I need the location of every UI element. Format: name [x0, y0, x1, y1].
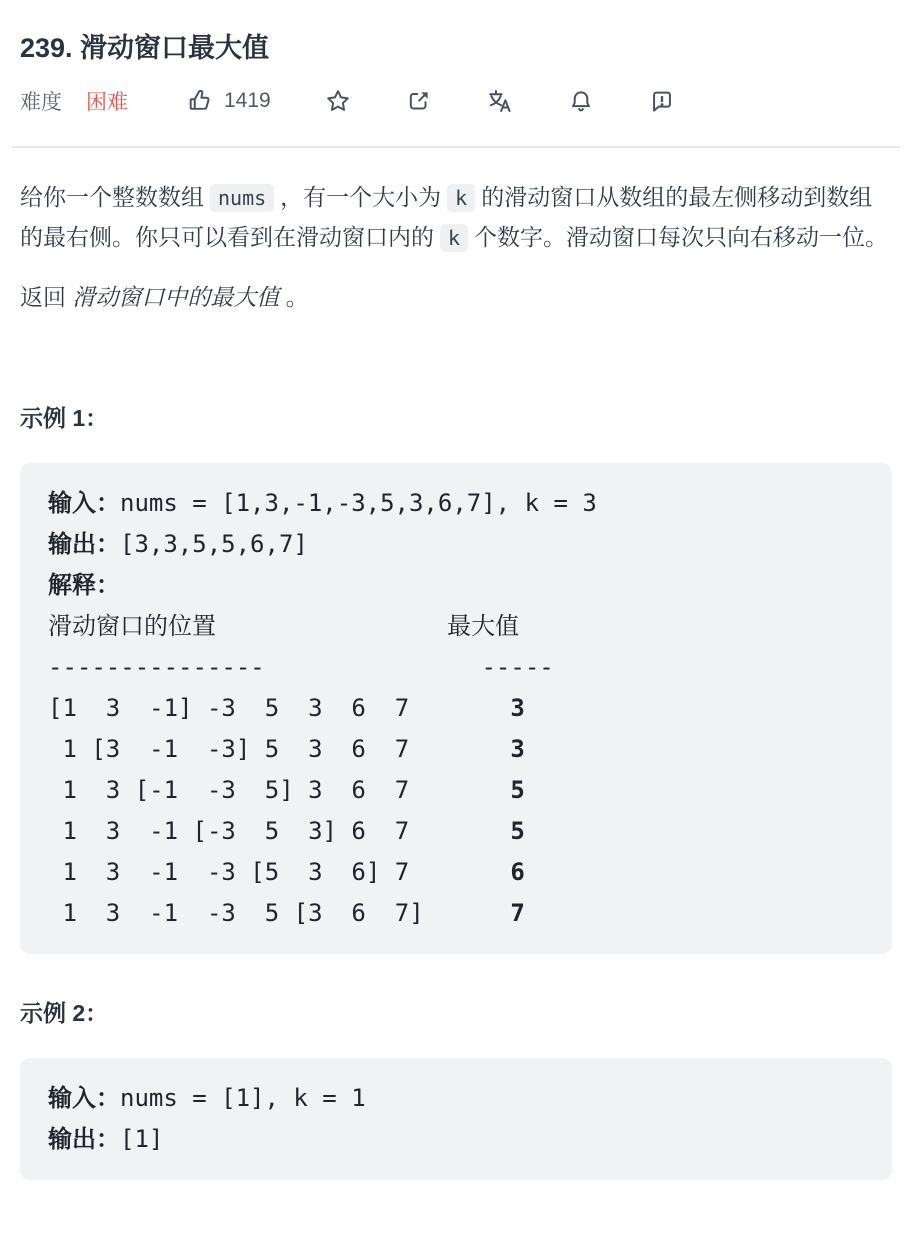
share-button[interactable] — [405, 87, 433, 115]
explain-label: 解释： — [48, 571, 120, 599]
translate-icon — [486, 87, 514, 115]
max-value: 5 — [510, 817, 525, 845]
window-table-row — [48, 893, 864, 934]
description-emphasis: 滑动窗口中的最大值 — [72, 284, 280, 310]
description-text: 。 — [279, 284, 309, 310]
window-table-row — [48, 688, 864, 729]
input-label: 输入： — [48, 1084, 120, 1112]
example-2-heading: 示例 2： — [20, 1000, 109, 1026]
feedback-icon — [648, 87, 676, 115]
input-value: nums = [1], k = 1 — [120, 1084, 366, 1112]
example-input-line — [48, 483, 864, 524]
window-table-row — [48, 811, 864, 852]
thumbs-up-icon — [186, 87, 214, 115]
feedback-button[interactable] — [648, 87, 676, 115]
output-label: 输出： — [48, 1125, 120, 1153]
window-cells: 1 3 -1 [-3 5 3] 6 7 — [48, 817, 511, 845]
window-cells: [1 3 -1] -3 5 3 6 7 — [48, 694, 511, 722]
problem-meta-row — [20, 86, 892, 116]
window-cells: 1 3 -1 -3 [5 3 6] 7 — [48, 858, 511, 886]
example-output-line — [48, 1119, 864, 1160]
output-value: [1] — [120, 1125, 164, 1153]
like-button[interactable] — [186, 87, 271, 115]
example-1-code-block — [20, 463, 892, 954]
page-title: 239. 滑动窗口最大值 — [20, 33, 270, 63]
window-cells: 1 3 [-1 -3 5] 3 6 7 — [48, 776, 511, 804]
max-value: 3 — [510, 694, 525, 722]
favorite-button[interactable] — [324, 87, 352, 115]
example-output-line — [48, 524, 864, 565]
window-cells: 1 [3 -1 -3] 5 3 6 7 — [48, 735, 511, 763]
max-value: 7 — [510, 899, 525, 927]
output-label: 输出： — [48, 530, 120, 558]
difficulty-label: 难度 — [20, 91, 62, 114]
description-text: 的滑动窗口从数组的最左侧移动到数组的最右侧。你只可以看到在滑动窗口内的 — [20, 184, 873, 250]
description-text: 个数字。滑动窗口每次只向右移动一位。 — [474, 224, 889, 250]
star-icon — [324, 87, 352, 115]
output-value: [3,3,5,5,6,7] — [120, 530, 308, 558]
like-count: 1419 — [224, 89, 271, 112]
inline-code-k: k — [447, 184, 475, 212]
window-cells: 1 3 -1 -3 5 [3 6 7] — [48, 899, 511, 927]
window-table-header: 滑动窗口的位置 最大值 — [48, 612, 520, 640]
window-table-row — [48, 729, 864, 770]
max-value: 3 — [510, 735, 525, 763]
description-paragraph-1 — [20, 178, 892, 258]
example-2-code-block — [20, 1058, 892, 1180]
difficulty-badge: 困难 — [86, 91, 128, 114]
share-icon — [405, 87, 433, 115]
example-1-heading: 示例 1： — [20, 405, 109, 431]
inline-code-k: k — [440, 224, 468, 252]
description-text: 给你一个整数数组 — [20, 184, 204, 210]
window-table-row — [48, 770, 864, 811]
example-input-line — [48, 1078, 864, 1119]
bell-icon — [567, 87, 595, 115]
inline-code-nums: nums — [210, 184, 274, 212]
notification-button[interactable] — [567, 87, 595, 115]
description-text: ，有一个大小为 — [280, 184, 442, 210]
max-value: 6 — [510, 858, 525, 886]
window-table-row — [48, 852, 864, 893]
description-text: 返回 — [20, 284, 73, 310]
example-explain-line — [48, 565, 864, 606]
max-value: 5 — [510, 776, 525, 804]
translate-button[interactable] — [486, 87, 514, 115]
header-divider — [12, 146, 900, 148]
input-value: nums = [1,3,-1,-3,5,3,6,7], k = 3 — [120, 489, 597, 517]
window-table-divider: --------------- ----- — [48, 653, 554, 681]
input-label: 输入： — [48, 489, 120, 517]
description-paragraph-2 — [20, 278, 892, 317]
